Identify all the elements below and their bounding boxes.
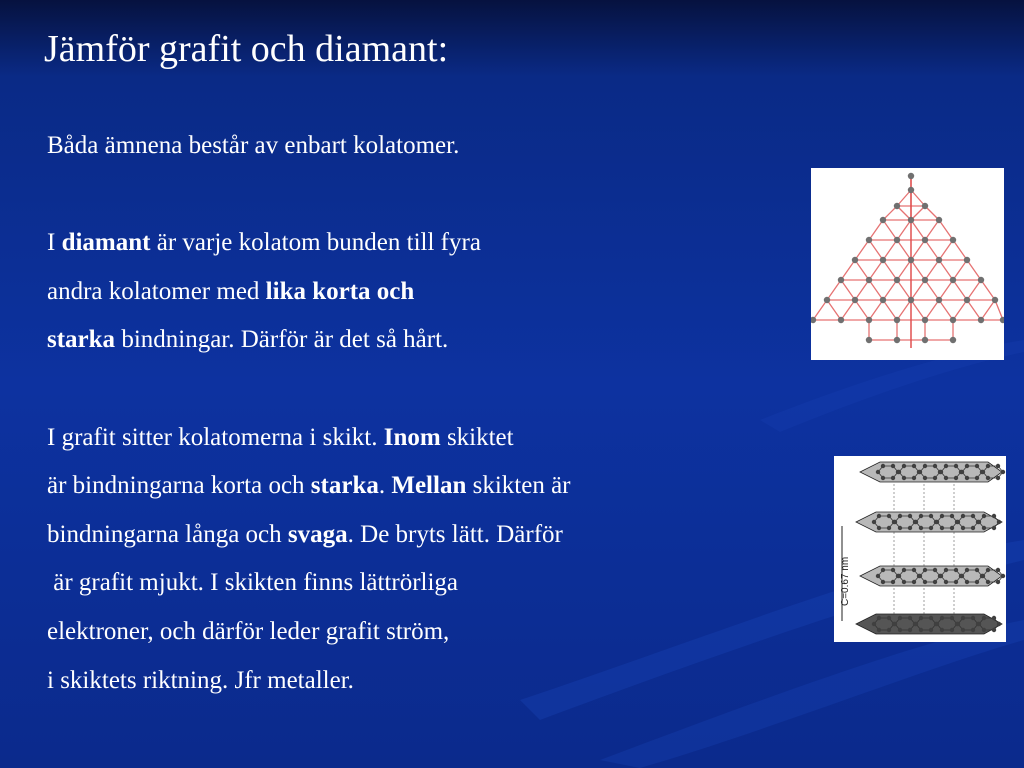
bond-line <box>897 240 911 260</box>
bond-line <box>981 300 995 320</box>
bond-line <box>925 220 939 240</box>
slide-body <box>47 122 807 705</box>
bond-line <box>911 280 925 300</box>
bond-line <box>869 280 883 300</box>
body-line <box>47 122 807 171</box>
emphasis-text: starka <box>310 472 379 500</box>
emphasis-text: Mellan <box>391 472 467 500</box>
bond-line <box>911 300 925 320</box>
atom-dot <box>894 277 900 283</box>
graphite-layers-image <box>834 456 1006 642</box>
atom-dot <box>992 297 998 303</box>
body-line <box>47 268 807 317</box>
bond-line <box>967 280 981 300</box>
emphasis-text: lika korta och <box>265 277 415 305</box>
body-line <box>47 657 807 706</box>
atom-dot <box>880 217 886 223</box>
atom-dot <box>950 337 956 343</box>
bond-line <box>897 260 911 280</box>
bond-line <box>939 280 953 300</box>
bond-line <box>925 300 939 320</box>
bond-line <box>939 220 953 240</box>
bond-line <box>897 220 911 240</box>
atom-dot <box>824 297 830 303</box>
bond-line <box>981 280 995 300</box>
body-text: är varje kolatom bunden till fyra <box>150 229 481 257</box>
atom-dot <box>936 257 942 263</box>
bond-line <box>995 300 1003 320</box>
body-text: bindningarna långa och <box>47 520 288 548</box>
bond-line <box>883 260 897 280</box>
bond-line <box>967 300 981 320</box>
atom-dot <box>908 187 914 193</box>
bond-line <box>855 280 869 300</box>
bond-line <box>883 240 897 260</box>
bond-line <box>925 280 939 300</box>
atom-dot <box>838 277 844 283</box>
atom-dot <box>866 277 872 283</box>
atom-dot <box>978 277 984 283</box>
diamond-lattice-image <box>811 168 1004 360</box>
bond-line <box>841 260 855 280</box>
atom-dot <box>866 317 872 323</box>
atom-dot <box>922 317 928 323</box>
atom-dot <box>1000 317 1004 323</box>
body-text: är grafit mjukt. I skikten finns lättrörliga <box>47 569 459 597</box>
bond-line <box>855 240 869 260</box>
body-line <box>47 414 807 463</box>
bond-line <box>827 300 841 320</box>
graphite-layer <box>856 614 1002 634</box>
atom-dot <box>922 277 928 283</box>
bond-line <box>869 220 883 240</box>
atom-dot <box>978 317 984 323</box>
emphasis-text: svaga <box>287 520 348 548</box>
bond-line <box>953 300 967 320</box>
atom-dot <box>936 297 942 303</box>
bond-line <box>883 220 897 240</box>
bond-line <box>855 260 869 280</box>
emphasis-text: diamant <box>61 229 151 257</box>
bond-line <box>869 240 883 260</box>
bond-line <box>855 300 869 320</box>
atom-dot <box>922 337 928 343</box>
graphite-layer <box>860 462 1005 482</box>
bond-line <box>897 300 911 320</box>
body-text: andra kolatomer med <box>47 277 266 305</box>
atom-dot <box>950 237 956 243</box>
atom-dot <box>880 257 886 263</box>
bond-line <box>841 280 855 300</box>
body-text: I grafit sitter kolatomerna i skikt. <box>47 423 384 451</box>
bond-line <box>883 280 897 300</box>
body-text: . De bryts lätt. Därför <box>347 520 563 548</box>
bond-line <box>897 280 911 300</box>
atom-dot <box>908 257 914 263</box>
atom-dot <box>852 257 858 263</box>
atom-dot <box>908 173 914 179</box>
atom-dot <box>866 237 872 243</box>
emphasis-text: Inom <box>383 423 441 451</box>
body-text: skikten är <box>466 472 571 500</box>
atom-dot <box>894 337 900 343</box>
atom-dot <box>838 317 844 323</box>
bond-line <box>953 240 967 260</box>
atom-dot <box>922 237 928 243</box>
bond-line <box>911 260 925 280</box>
atom-dot <box>964 257 970 263</box>
emphasis-text: starka <box>47 326 116 354</box>
blank-line <box>47 171 807 220</box>
body-line <box>47 559 807 608</box>
bond-line <box>911 220 925 240</box>
body-line <box>47 219 807 268</box>
bond-line <box>813 300 827 320</box>
body-text: bindningar. Därför är det så hårt. <box>115 326 449 354</box>
bond-line <box>827 280 841 300</box>
graphite-layer <box>860 566 1005 586</box>
bond-line <box>841 300 855 320</box>
body-line <box>47 608 807 657</box>
atom-dot <box>922 203 928 209</box>
body-line <box>47 511 807 560</box>
bond-line <box>911 240 925 260</box>
atom-dot <box>908 297 914 303</box>
atom-dot <box>894 317 900 323</box>
body-text: . <box>378 472 392 500</box>
body-line <box>47 316 807 365</box>
bond-line <box>939 260 953 280</box>
bond-line <box>883 300 897 320</box>
atom-dot <box>894 203 900 209</box>
bond-line <box>869 300 883 320</box>
atom-dot <box>908 217 914 223</box>
atom-dot <box>894 237 900 243</box>
bond-line <box>925 260 939 280</box>
atom-dot <box>950 317 956 323</box>
bond-line <box>953 280 967 300</box>
atom-dot <box>866 337 872 343</box>
body-text: Båda ämnena består av enbart kolatomer. <box>47 132 460 159</box>
bond-line <box>953 260 967 280</box>
atom-dot <box>936 217 942 223</box>
atom-dot <box>950 277 956 283</box>
body-line <box>47 462 807 511</box>
body-text: är bindningarna korta och <box>47 472 311 500</box>
bond-line <box>925 240 939 260</box>
slide-title: Jämför grafit och diamant: <box>44 28 449 70</box>
atom-dot <box>964 297 970 303</box>
body-text: I <box>47 229 62 257</box>
bond-line <box>939 240 953 260</box>
bond-line <box>967 260 981 280</box>
body-text: elektroner, och därför leder grafit ström, <box>47 617 450 645</box>
body-text: skiktet <box>440 423 514 451</box>
graphite-layer-spacing-label: C=0.67 nm <box>840 556 851 606</box>
atom-dot <box>880 297 886 303</box>
blank-line <box>47 365 807 414</box>
atom-dot <box>811 317 816 323</box>
graphite-layer <box>856 512 1002 532</box>
atom-dot <box>852 297 858 303</box>
bond-line <box>869 260 883 280</box>
body-text: i skiktets riktning. Jfr metaller. <box>47 666 354 694</box>
bond-line <box>939 300 953 320</box>
